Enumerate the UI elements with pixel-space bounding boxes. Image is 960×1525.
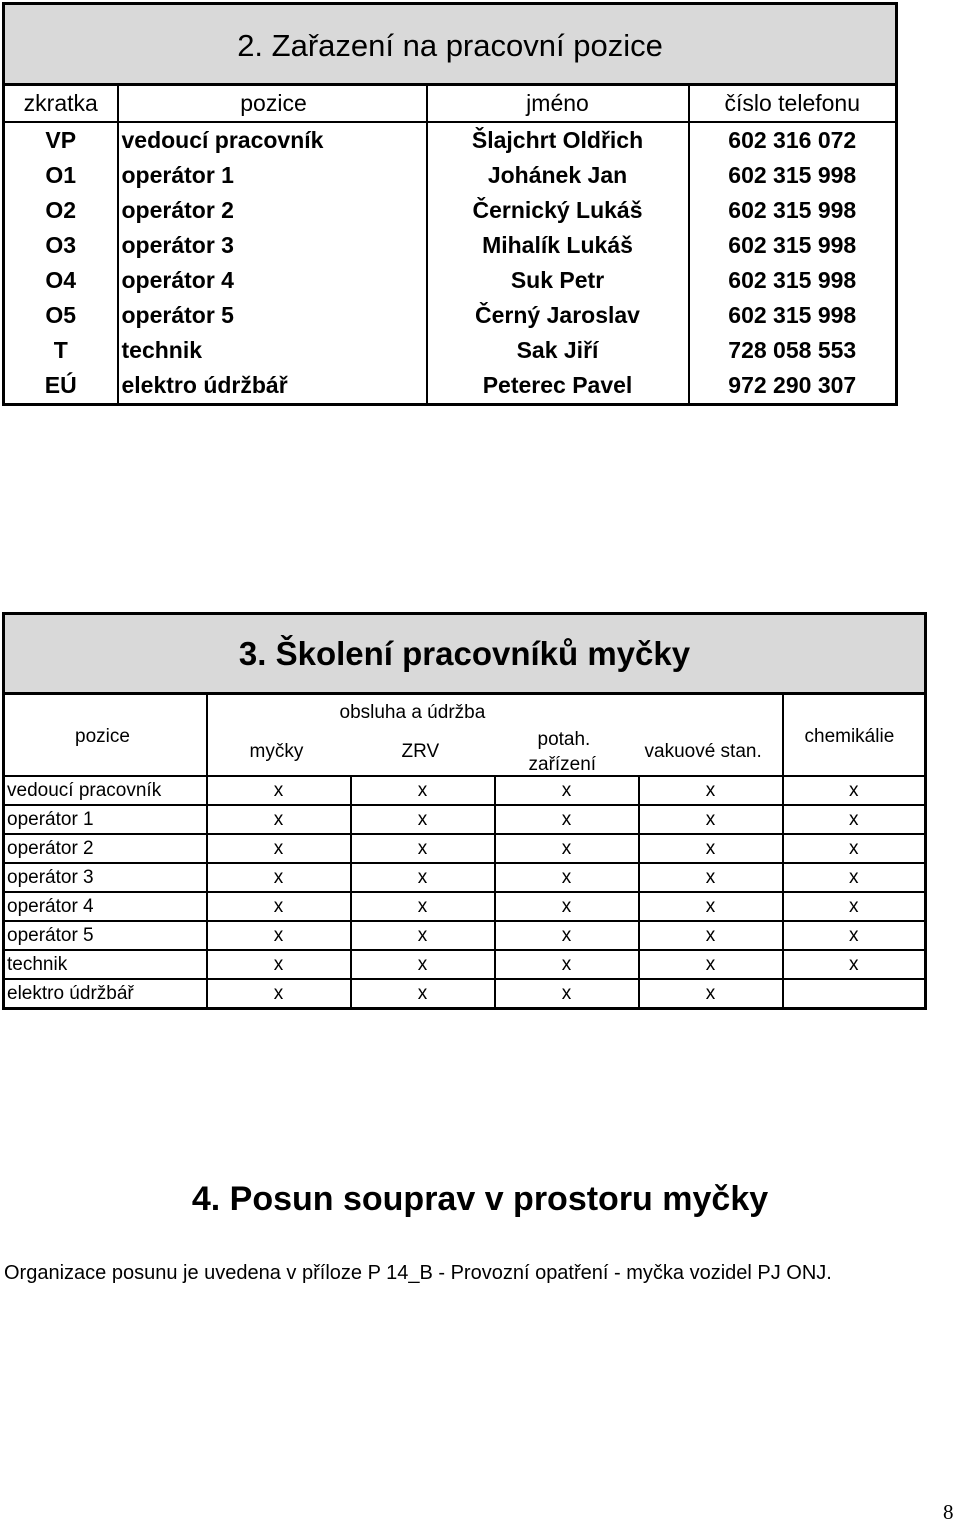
table-row xyxy=(4,158,897,193)
header-zrv: ZRV xyxy=(401,741,440,762)
cell-pozice: operátor 1 xyxy=(118,158,427,193)
table-header xyxy=(4,694,926,777)
cell-telefon: 972 290 307 xyxy=(728,372,857,398)
cell-mark: x xyxy=(783,863,926,892)
cell-mark: x xyxy=(783,892,926,921)
header-telefon: číslo telefonu xyxy=(689,85,897,123)
cell-mark: x xyxy=(351,892,495,921)
cell-mark: x xyxy=(495,950,639,979)
training-table xyxy=(2,612,927,1010)
section2-title: 2. Zařazení na pracovní pozice xyxy=(4,4,897,85)
header-mycky: myčky xyxy=(249,741,304,762)
header-pozice: pozice xyxy=(118,85,427,123)
cell-jmeno: Johánek Jan xyxy=(427,158,689,193)
cell-jmeno: Sak Jiří xyxy=(427,333,689,368)
cell-jmeno: Šlajchrt Oldřich xyxy=(427,122,689,158)
table-row xyxy=(4,122,897,158)
row-label: operátor 4 xyxy=(4,892,207,921)
table-row xyxy=(4,298,897,333)
table-row xyxy=(4,979,926,1009)
cell-mark: x xyxy=(495,892,639,921)
section4-text: Organizace posunu je uvedena v příloze P 14_B - Provozní opatření - myčka vozidel PJ ONJ. xyxy=(4,1262,832,1284)
cell-zkratka: O3 xyxy=(4,228,118,263)
table-row xyxy=(4,834,926,863)
table-row xyxy=(4,805,926,834)
cell-zkratka: T xyxy=(4,333,118,368)
cell-mark: x xyxy=(207,776,351,805)
table-header xyxy=(4,85,897,123)
cell-mark: x xyxy=(639,979,783,1009)
row-label: operátor 3 xyxy=(4,863,207,892)
cell-telefon: 602 315 998 xyxy=(728,302,857,328)
cell-pozice: operátor 4 xyxy=(118,263,427,298)
cell-mark: x xyxy=(495,834,639,863)
cell-mark: x xyxy=(207,892,351,921)
cell-mark: x xyxy=(783,921,926,950)
cell-jmeno: Černý Jaroslav xyxy=(427,298,689,333)
cell-pozice: operátor 2 xyxy=(118,193,427,228)
cell-pozice: operátor 3 xyxy=(118,228,427,263)
cell-mark: x xyxy=(351,776,495,805)
cell-mark: x xyxy=(639,776,783,805)
cell-telefon: 602 316 072 xyxy=(728,127,857,153)
cell-mark: x xyxy=(207,805,351,834)
cell-mark: x xyxy=(207,921,351,950)
cell-telefon: 602 315 998 xyxy=(728,162,857,188)
header-zarizeni: zařízení xyxy=(528,754,597,775)
header-jmeno: jméno xyxy=(427,85,689,123)
cell-mark: x xyxy=(639,805,783,834)
cell-telefon: 602 315 998 xyxy=(728,232,857,258)
cell-jmeno: Suk Petr xyxy=(427,263,689,298)
cell-zkratka: O2 xyxy=(4,193,118,228)
row-label: operátor 1 xyxy=(4,805,207,834)
cell-mark: x xyxy=(207,979,351,1009)
cell-mark: x xyxy=(495,863,639,892)
cell-mark: x xyxy=(495,805,639,834)
row-label: elektro údržbář xyxy=(4,979,207,1009)
header-pozice: pozice xyxy=(4,694,207,777)
cell-pozice: technik xyxy=(118,333,427,368)
cell-telefon: 728 058 553 xyxy=(728,337,857,363)
cell-mark: x xyxy=(783,805,926,834)
section3-title: 3. Školení pracovníků myčky xyxy=(4,614,926,694)
row-label: operátor 5 xyxy=(4,921,207,950)
cell-mark: x xyxy=(351,805,495,834)
page-number: 8 xyxy=(943,1500,954,1524)
cell-mark: x xyxy=(351,863,495,892)
cell-jmeno: Mihalík Lukáš xyxy=(427,228,689,263)
cell-zkratka: EÚ xyxy=(4,368,118,405)
table-row xyxy=(4,263,897,298)
table-row xyxy=(4,333,897,368)
cell-mark: x xyxy=(639,892,783,921)
table-row xyxy=(4,863,926,892)
cell-mark: x xyxy=(351,921,495,950)
row-label: operátor 2 xyxy=(4,834,207,863)
cell-zkratka: VP xyxy=(4,122,118,158)
cell-mark: x xyxy=(639,921,783,950)
assignment-table xyxy=(2,2,898,406)
cell-pozice: operátor 5 xyxy=(118,298,427,333)
cell-zkratka: O4 xyxy=(4,263,118,298)
header-obsluha-group xyxy=(207,694,783,777)
table-row xyxy=(4,776,926,805)
cell-mark: x xyxy=(351,950,495,979)
cell-zkratka: O1 xyxy=(4,158,118,193)
table-row xyxy=(4,228,897,263)
cell-mark: x xyxy=(207,834,351,863)
section4-title: 4. Posun souprav v prostoru myčky xyxy=(191,1180,769,1218)
table-row xyxy=(4,950,926,979)
cell-mark: x xyxy=(639,950,783,979)
cell-mark: x xyxy=(495,979,639,1009)
cell-telefon: 602 315 998 xyxy=(728,197,857,223)
cell-mark: x xyxy=(783,776,926,805)
cell-zkratka: O5 xyxy=(4,298,118,333)
table-row xyxy=(4,193,897,228)
header-vakuove: vakuové stan. xyxy=(644,741,762,762)
cell-mark: x xyxy=(351,979,495,1009)
cell-mark: x xyxy=(495,776,639,805)
cell-pozice: elektro údržbář xyxy=(118,368,427,405)
table-row xyxy=(4,892,926,921)
cell-mark: x xyxy=(351,834,495,863)
cell-mark: x xyxy=(207,863,351,892)
header-obsluha: obsluha a údržba xyxy=(339,702,486,723)
cell-mark: x xyxy=(783,950,926,979)
table-row xyxy=(4,921,926,950)
cell-mark xyxy=(783,979,926,1009)
cell-jmeno: Černický Lukáš xyxy=(427,193,689,228)
header-chemikalie: chemikálie xyxy=(783,694,926,777)
row-label: vedoucí pracovník xyxy=(4,776,207,805)
cell-mark: x xyxy=(639,863,783,892)
cell-pozice: vedoucí pracovník xyxy=(118,122,427,158)
cell-mark: x xyxy=(207,950,351,979)
row-label: technik xyxy=(4,950,207,979)
cell-jmeno: Peterec Pavel xyxy=(427,368,689,405)
cell-mark: x xyxy=(639,834,783,863)
cell-mark: x xyxy=(783,834,926,863)
table-row xyxy=(4,368,897,405)
header-potah: potah. xyxy=(537,729,591,750)
cell-telefon: 602 315 998 xyxy=(728,267,857,293)
cell-mark: x xyxy=(495,921,639,950)
header-zkratka: zkratka xyxy=(4,85,118,123)
